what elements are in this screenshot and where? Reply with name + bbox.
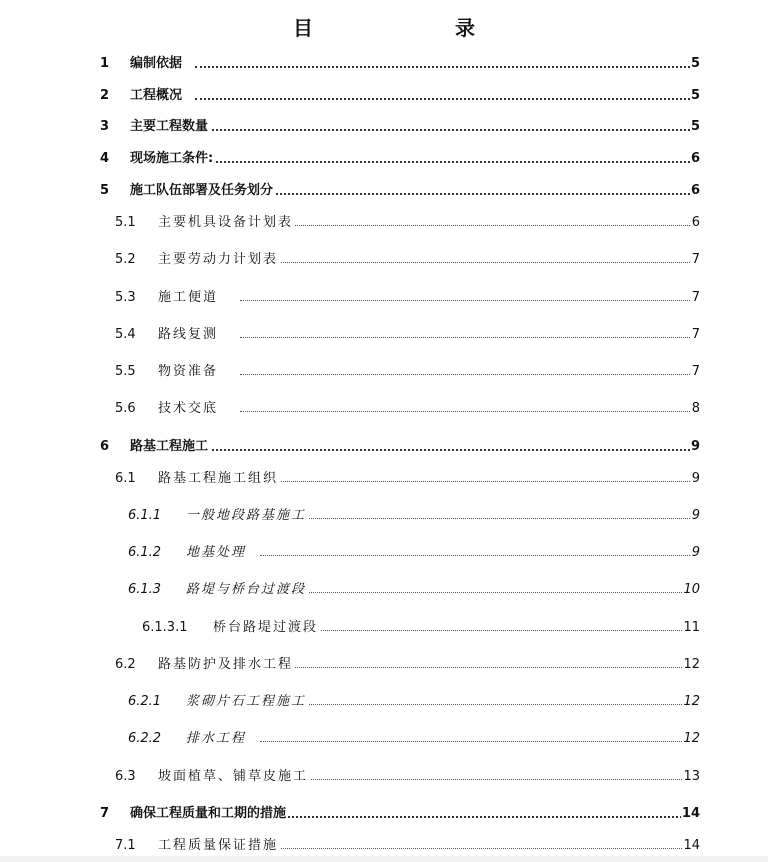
toc-entry-5-2[interactable] — [0, 249, 768, 271]
toc-number: 5.4 — [115, 324, 136, 346]
toc-page: 5 — [690, 85, 700, 107]
toc-entry-5-1[interactable] — [0, 212, 768, 234]
toc-label: 工程概况 — [130, 85, 184, 107]
toc-number: 5.1 — [115, 212, 136, 234]
toc-entry-5[interactable] — [0, 180, 768, 202]
toc-entry-1[interactable] — [0, 53, 768, 75]
toc-label: 工程质量保证措施 — [158, 835, 280, 857]
dot-leader — [240, 411, 698, 412]
toc-label: 桥台路堤过渡段 — [213, 617, 320, 639]
toc-entry-6-1[interactable] — [0, 468, 768, 490]
dot-leader — [240, 337, 698, 338]
toc-number: 5.3 — [115, 287, 136, 309]
toc-page: 12 — [682, 654, 700, 676]
toc-page: 9 — [691, 542, 700, 564]
toc-label: 排水工程 — [186, 728, 248, 750]
toc-page: 7 — [691, 361, 700, 383]
dot-leader — [260, 704, 698, 705]
toc-page: 7 — [691, 287, 700, 309]
dot-leader — [195, 129, 698, 131]
toc-entry-6-2[interactable] — [0, 654, 768, 676]
toc-page: 14 — [682, 835, 700, 857]
toc-number: 5 — [100, 180, 109, 202]
toc-page: 5 — [690, 116, 700, 138]
toc-page: 8 — [691, 398, 700, 420]
toc-number: 6.1.2 — [128, 542, 161, 564]
toc-number: 6.2.2 — [128, 728, 161, 750]
dot-leader — [195, 66, 698, 68]
toc-page: 6 — [691, 212, 700, 234]
dot-leader — [240, 262, 698, 263]
dot-leader — [240, 374, 698, 375]
toc-number: 4 — [100, 148, 109, 170]
toc-page: 6 — [690, 148, 700, 170]
toc-label: 主要工程数量 — [130, 116, 210, 138]
toc-number: 6.1 — [115, 468, 136, 490]
toc-label: 坡面植草、铺草皮施工 — [158, 766, 310, 788]
toc-entry-2[interactable] — [0, 85, 768, 107]
dot-leader — [300, 630, 698, 631]
toc-label: 施工便道 — [158, 287, 220, 309]
toc-number: 6.1.3 — [128, 579, 161, 601]
toc-number: 3 — [100, 116, 109, 138]
toc-label: 路堤与桥台过渡段 — [186, 579, 308, 601]
dot-leader — [240, 667, 698, 668]
toc-entry-5-5[interactable] — [0, 361, 768, 383]
dot-leader — [240, 300, 698, 301]
toc-page: 9 — [690, 436, 700, 458]
toc-number: 7 — [100, 803, 109, 825]
toc-label: 技术交底 — [158, 398, 220, 420]
dot-leader — [260, 741, 698, 742]
toc-number: 5.6 — [115, 398, 136, 420]
page-bottom-edge — [0, 856, 768, 862]
toc-entry-6-2-1[interactable] — [0, 691, 768, 713]
toc-number: 5.2 — [115, 249, 136, 271]
toc-label: 路基工程施工 — [130, 436, 210, 458]
toc-entry-6-3[interactable] — [0, 766, 768, 788]
toc-page: 7 — [691, 249, 700, 271]
toc-page: 12 — [682, 728, 700, 750]
toc-number: 6.1.3.1 — [142, 617, 187, 639]
dot-leader — [195, 449, 698, 451]
toc-entry-3[interactable] — [0, 116, 768, 138]
toc-entry-5-6[interactable] — [0, 398, 768, 420]
toc-page: 7 — [691, 324, 700, 346]
toc-page: 10 — [682, 579, 700, 601]
toc-label: 确保工程质量和工期的措施 — [130, 803, 288, 825]
toc-label: 一般地段路基施工 — [186, 505, 308, 527]
dot-leader — [260, 555, 698, 556]
toc-number: 6.3 — [115, 766, 136, 788]
toc-entry-6-1-3-1[interactable] — [0, 617, 768, 639]
toc-entry-6-2-2[interactable] — [0, 728, 768, 750]
toc-label: 地基处理 — [186, 542, 248, 564]
dot-leader — [240, 225, 698, 226]
toc-entry-6-1-2[interactable] — [0, 542, 768, 564]
dot-leader — [260, 592, 698, 593]
toc-page: 11 — [682, 617, 700, 639]
dot-leader — [260, 518, 698, 519]
toc-number: 6.2.1 — [128, 691, 161, 713]
toc-page: 9 — [691, 505, 700, 527]
toc-entry-6-1-3[interactable] — [0, 579, 768, 601]
toc-label: 物资准备 — [158, 361, 220, 383]
toc-number: 6.1.1 — [128, 505, 161, 527]
toc-entry-4[interactable] — [0, 148, 768, 170]
toc-number: 2 — [100, 85, 109, 107]
toc-number: 6 — [100, 436, 109, 458]
toc-page: 9 — [691, 468, 700, 490]
toc-entry-7-1[interactable] — [0, 835, 768, 857]
toc-entry-6[interactable] — [0, 436, 768, 458]
toc-label: 路线复测 — [158, 324, 220, 346]
dot-leader — [240, 848, 698, 849]
toc-number: 7.1 — [115, 835, 136, 857]
toc-number: 6.2 — [115, 654, 136, 676]
toc-page: 6 — [690, 180, 700, 202]
toc-label: 主要劳动力计划表 — [158, 249, 280, 271]
toc-label: 浆砌片石工程施工 — [186, 691, 308, 713]
dot-leader — [195, 98, 698, 100]
toc-page: 12 — [682, 691, 700, 713]
dot-leader — [195, 161, 698, 163]
toc-number: 5.5 — [115, 361, 136, 383]
toc-label: 编制依据 — [130, 53, 184, 75]
toc-page: 5 — [690, 53, 700, 75]
toc-label: 施工队伍部署及任务划分 — [130, 180, 275, 202]
toc-entry-5-3[interactable] — [0, 287, 768, 309]
dot-leader — [240, 481, 698, 482]
toc-entry-5-4[interactable] — [0, 324, 768, 346]
toc-entry-6-1-1[interactable] — [0, 505, 768, 527]
toc-label: 路基工程施工组织 — [158, 468, 280, 490]
toc-number: 1 — [100, 53, 109, 75]
toc-page: 14 — [681, 803, 700, 825]
toc-label: 主要机具设备计划表 — [158, 212, 295, 234]
toc-label: 路基防护及排水工程 — [158, 654, 295, 676]
toc-entry-7[interactable] — [0, 803, 768, 825]
page-title: 目 录 — [293, 16, 509, 40]
toc-page: 13 — [682, 766, 700, 788]
toc-label: 现场施工条件: — [130, 148, 215, 170]
